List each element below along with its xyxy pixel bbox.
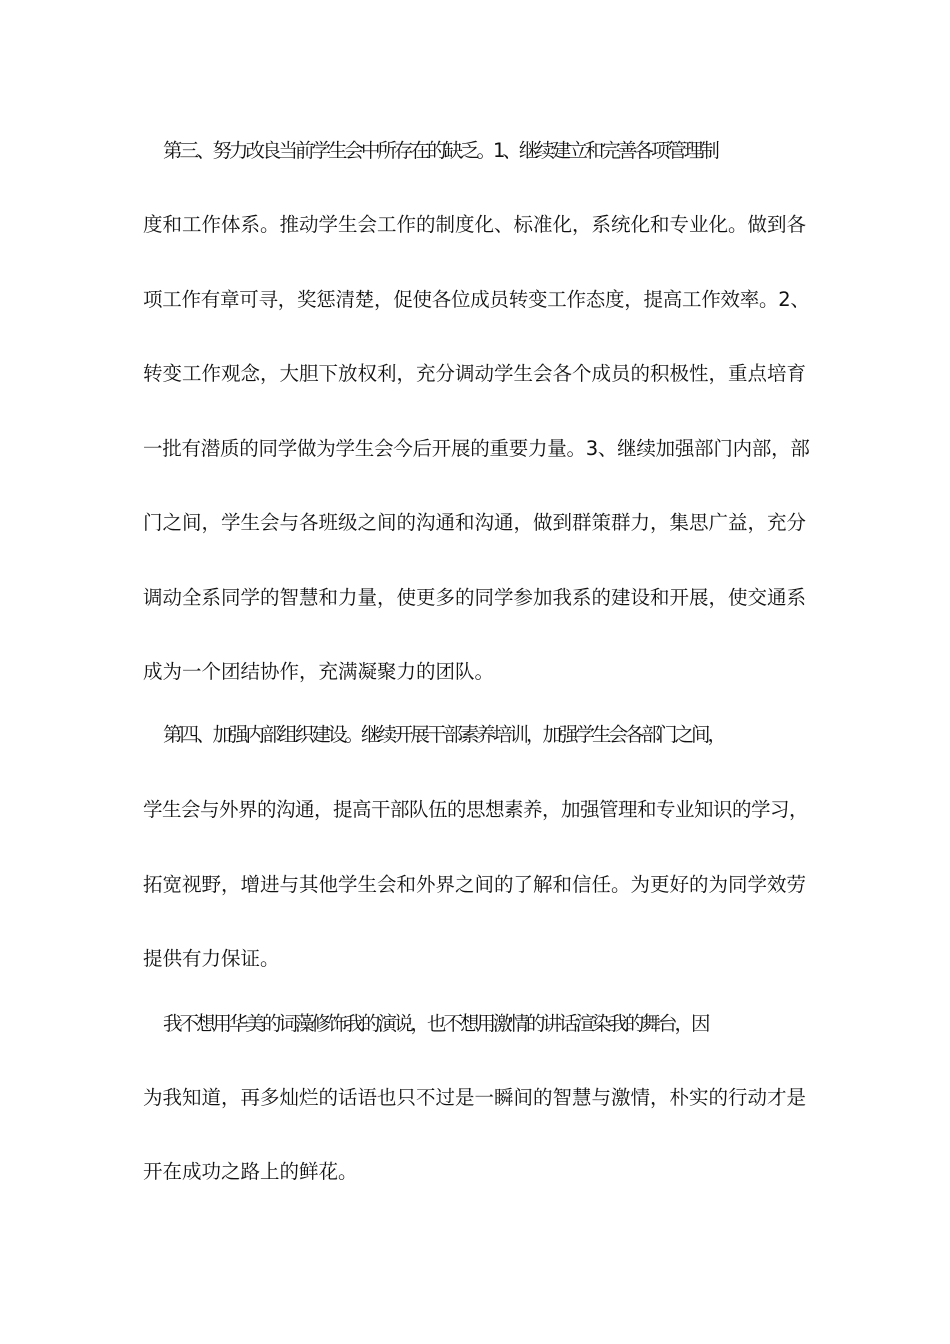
text-line: 第三、努力改良当前学生会中所存在的缺乏。1、继续建立和完善各项管理制 xyxy=(163,139,717,162)
text-line: 成为一个团结协作，充满凝聚力的团队。 xyxy=(143,660,495,683)
text-line: 学生会与外界的沟通，提高干部队伍的思想素养，加强管理和专业知识的学习， xyxy=(143,798,809,821)
text-line: 拓宽视野，增进与其他学生会和外界之间的了解和信任。为更好的为同学效劳 xyxy=(143,873,807,896)
text-line: 我不想用华美的词藻修饰我的演说，也不想用激情的讲话渲染我的舞台，因 xyxy=(163,1012,708,1035)
text-line: 门之间，学生会与各班级之间的沟通和沟通，做到群策群力，集思广益，充分 xyxy=(143,511,807,534)
text-line: 开在成功之路上的鲜花。 xyxy=(143,1160,358,1183)
text-line: 为我知道，再多灿烂的话语也只不过是一瞬间的智慧与激情，朴实的行动才是 xyxy=(143,1086,807,1109)
text-line: 度和工作体系。推动学生会工作的制度化、标准化，系统化和专业化。做到各 xyxy=(143,213,807,236)
text-line: 一批有潜质的同学做为学生会今后开展的重要力量。3、继续加强部门内部，部 xyxy=(143,437,810,460)
text-line: 转变工作观念，大胆下放权利，充分调动学生会各个成员的积极性，重点培育 xyxy=(143,362,807,385)
text-line: 项工作有章可寻，奖惩清楚，促使各位成员转变工作态度，提高工作效率。2、 xyxy=(143,288,810,311)
text-line: 提供有力保证。 xyxy=(143,947,280,970)
text-line: 调动全系同学的智慧和力量，使更多的同学参加我系的建设和开展，使交通系 xyxy=(143,586,807,609)
text-line: 第四、加强内部组织建设。继续开展干部素养培训，加强学生会各部门之间， xyxy=(163,723,725,746)
